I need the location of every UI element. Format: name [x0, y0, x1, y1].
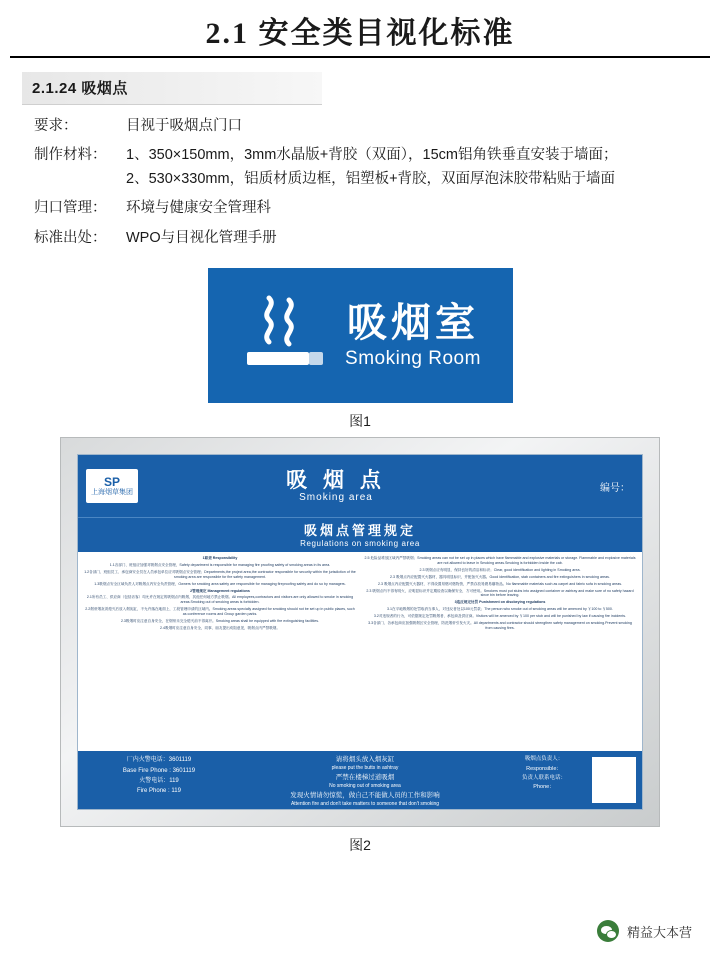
wechat-icon [597, 920, 619, 942]
emergency-phone-line: 火警电话：119 [139, 777, 179, 784]
footer-notice-en: No smoking out of smoking area [329, 783, 401, 790]
section-heading: 2.1.24 吸烟点 [22, 72, 322, 105]
board-paragraph: 1.3吸烟点安全区域负责人对吸烟点内安全负责管理，Owners for smoking area safety are responsible for managing fireproofing safety and do so by managers. [94, 581, 346, 586]
sign-text-cn: 吸烟室 [346, 300, 479, 345]
spec-label: 要求： [34, 118, 78, 134]
board-paragraph: 3.3各部门、各承包商应加强吸烟区安全管理，防范烟蒂引发火灾。All departments and contractor should strengthen safety management on smoking.Prevent smoking from causing fires. [368, 620, 632, 630]
spec-line: 目视于吸烟点门口 [126, 118, 242, 134]
board-left-column [84, 556, 356, 747]
board-right-column [364, 556, 636, 747]
board-paragraph: 3.1在平地吸烟的处罚取消当事人，对违反者处以100元罚款；The person who smoke out of smoking areas will be amerced by ￥100 to ￥500. [387, 607, 613, 612]
spec-label: 标准出处： [34, 229, 107, 246]
board-subtitle-en: Regulations on smoking area [300, 539, 420, 549]
board-title [138, 469, 534, 503]
emergency-phone-line: Base Fire Phone : 3601119 [122, 767, 196, 774]
wechat-account-name: 精益大本营 [626, 924, 692, 940]
responsible-label: Phone： [533, 784, 555, 791]
responsible-label: 吸烟点负责人： [524, 756, 564, 763]
board-paragraph: 2.3 吸烟点应有明显、保持良好的清洁和标识；Clear, good identification and lighting in Smoking area. [419, 568, 581, 573]
board-paragraph: 2.5 危险品堆放区域内严禁吸烟；Smoking areas can not be set up in places which have flammable and explosive materials or storage. Flammable and explosive materials are not allowed to leave in Smoking areas.Smoking is forbidden inside the cab. [364, 556, 636, 566]
emergency-phone-line: 厂内火警电话：3601119 [126, 757, 192, 764]
spec-line: 1、350×150mm，3mm水晶版+背胶（双面），15cm铝角铁垂直安装于墙面； [126, 147, 618, 164]
company-logo [86, 469, 138, 503]
spec-row-source [34, 227, 690, 250]
board-footer [78, 751, 642, 809]
figure-2-caption: 图2 [349, 837, 371, 854]
spec-row-owner [34, 197, 690, 220]
board-title-cn: 吸 烟 点 [286, 469, 386, 493]
board-paragraph: 3.2对违规者的行为，可依据规定处罚吸烟者、承包商及供应商。Visitors will be amerced by ￥100 per stub and will be punished by law if causing fire incidents. [373, 614, 627, 619]
footer-notice-en: Attention fire and don't take matters to someone that don't smoking [290, 801, 440, 808]
board-paragraph: 3违反规定处罚 Punishment on disobeying regulations [454, 600, 546, 605]
board-paragraph: 2.1所有员工、供应商（包括访客）均允许在规定的吸烟点内吸烟，其他任何地方禁止吸烟。All employees,contractors and visitors are only allowed to smoke in smoking areas.Smoking out of smoking areas is forbidden. [86, 595, 354, 605]
footer-notice-cn: 请将烟头放入烟灰缸 [335, 756, 395, 764]
board-code-label: 编号： [600, 482, 630, 494]
logo-mark: SP [103, 474, 120, 489]
smoking-area-board [77, 454, 643, 810]
page-title: 2.1 安全类目视化标准 [205, 17, 515, 50]
board-header [78, 455, 642, 517]
board-paragraph: 2.3吸烟时应注意自身安全，在烟蒂未完全熄灭前不得离开。Smoking areas shall be equipped with fire extinguishing facilities. [120, 618, 320, 623]
title-divider [10, 56, 710, 58]
cigarette-smoke-icon [239, 290, 331, 382]
board-paragraph: 2.3 吸烟点内应配置灭火器材，不得设置易燃可燃物资，严禁存放易燃易爆物品。No flammable materials such as carpet and fabric sofa in smoking areas. [377, 581, 623, 586]
board-paragraph: 1职责 Responsibility [202, 556, 238, 561]
spec-value [126, 197, 690, 220]
spec-row-material [34, 144, 690, 191]
board-paragraph: 2.3 吸烟点内应配置灭火器材，器具明显标识，并配备灭火器。Good identification, stab containers and fire extinguishers in smoking areas. [390, 574, 610, 579]
board-subtitle-cn: 吸烟点管理规定 [303, 523, 416, 539]
spec-row-requirement [34, 115, 690, 138]
spec-line: WPO与目视化管理手册 [126, 229, 277, 246]
board-paragraph: 2.2烟蒂烟灰须熄灭后放入烟灰缸，不允许落在地面上，工段管理申请的区域内。Smoking areas specially assigned for smoking should not be set up in public places, such as conference rooms and Group garden parks. [85, 607, 355, 617]
figure-1 [0, 268, 720, 431]
logo-text: 上海烟草集团 [91, 489, 133, 497]
sign-text-en: Smoking Room [345, 347, 481, 369]
board-paragraph: 2.3 吸烟点内不得有明火，应明显标识并定期检查以确保安全，方可使用。Smokers must put stubs into assigned container or ashtray and make sure of no safety hazard since bin before leaving. [366, 588, 634, 598]
board-title-en: Smoking area [299, 492, 373, 504]
responsible-label: 负责人联系电话： [521, 775, 566, 782]
smoking-area-board-frame [60, 437, 660, 827]
footer-notices [240, 755, 490, 808]
emergency-phones [84, 755, 234, 805]
spec-line: 2、530×330mm，铝质材质边框，铝塑板+背胶，双面厚泡沫胶带粘贴于墙面 [126, 170, 616, 187]
board-body [78, 552, 642, 751]
figure-2 [0, 437, 720, 855]
board-paragraph: 1.1各部门、班组应加强对吸烟点安全管理，Safety department is responsible for managing fire proofing safety of smoking areas in its area. [109, 563, 331, 568]
board-subtitle [78, 517, 642, 552]
board-paragraph: 2管理规定 Management regulations [190, 588, 250, 593]
spec-value [126, 144, 690, 191]
spec-label: 归口管理： [34, 200, 107, 217]
responsible-labels [496, 755, 592, 805]
wechat-watermark [597, 920, 692, 942]
sign-text [345, 302, 481, 370]
responsible-person-block [496, 755, 636, 805]
spec-list [34, 115, 690, 250]
footer-notice-en: please put the butts in ashtray [331, 765, 399, 772]
emergency-phone-line: Fire Phone : 119 [137, 787, 181, 794]
figure-1-caption: 图1 [349, 413, 371, 430]
spec-label: 制作材料： [34, 147, 107, 164]
spec-value [126, 227, 690, 250]
footer-notice-cn: 发现火情请勿惊慌，做自己不能做人员的工作和影响 [290, 792, 440, 800]
smoking-room-sign [208, 268, 513, 403]
spec-line: 环境与健康安全管理科 [126, 200, 271, 217]
footer-notice-cn: 严禁在楼梯过道吸烟 [335, 774, 395, 782]
board-paragraph: 1.2各部门、班组员工、承包商安全员在人员承包单位应对吸烟点安全管理；Departments,the project area,the contractor responsible for security within the jurisdiction of the smoking area are responsible for fire safety management. [84, 570, 356, 579]
responsible-label: Responsible： [526, 765, 562, 772]
board-paragraph: 2.4吸烟时应注意自身安全，同事、朋友提出劝阻意见，吸烟点内严禁吸烟。 [160, 625, 280, 630]
spec-value [126, 115, 690, 138]
responsible-blank-field [592, 757, 636, 803]
